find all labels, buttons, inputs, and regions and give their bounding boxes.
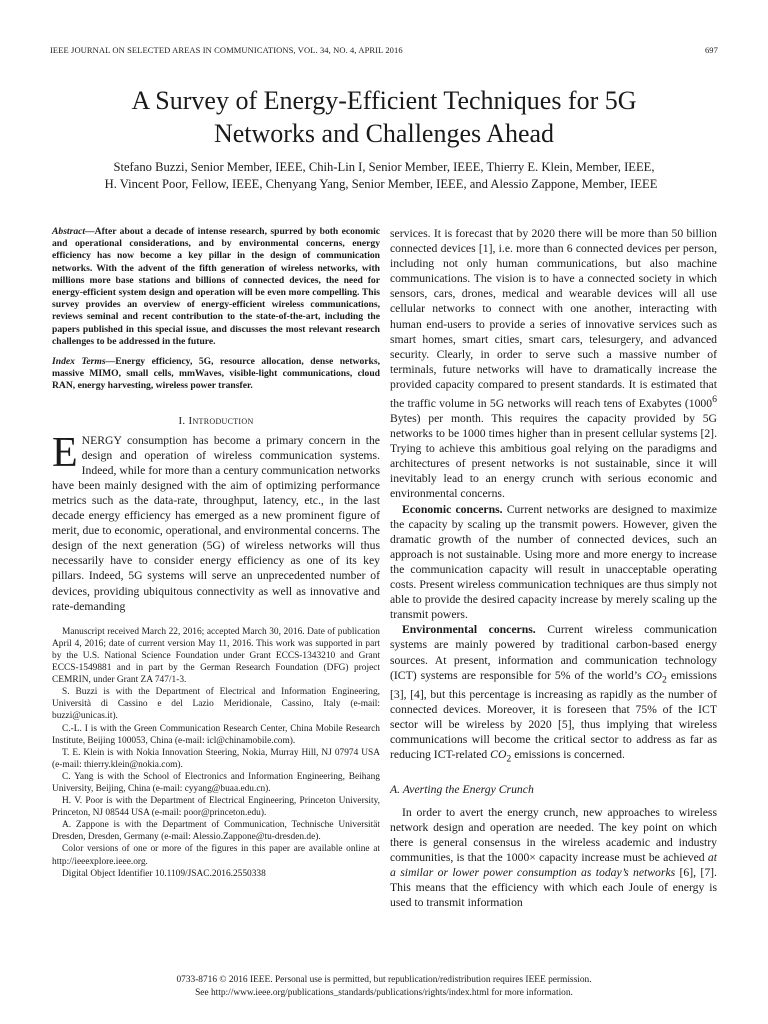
footnote: T. E. Klein is with Nokia Innovation Steering, Nokia, Murray Hill, NJ 07974 USA (e-mail: thierry.klein@nokia.com). (52, 747, 380, 770)
paragraph-economic (390, 502, 717, 623)
footnote: S. Buzzi is with the Department of Electrical and Information Engineering, Università di Cassino e del Lazio Meridionale, Cassino, Italy (e-mail: buzzi@unicas.it). (52, 687, 380, 722)
co2-symbol: CO (490, 748, 507, 762)
footnote: A. Zappone is with the Department of Communication, Technische Universität Dresden, Dresden, Germany (e-mail: Alessio.Zappone@tu-dresden.de). (52, 820, 380, 843)
paragraph-environmental (390, 622, 717, 767)
author-list (40, 159, 728, 193)
footnote: H. V. Poor is with the Department of Electrical Engineering, Princeton University, Princeton, NJ 08544 USA (e-mail: poor@princeton.edu). (52, 796, 380, 819)
environmental-label: Environmental concerns. (402, 623, 536, 637)
intro-text: consumption has become a primary concern in the design and operation of wireless communication systems. Indeed, while for more than a century communication networks have been mainly designed with the aim of optimizing performance metrics such as the data-rate, throughput, latency, etc., in the last decade energy efficiency has emerged as a new prominent figure of merit, due to economic, operational, and environmental concerns. The design of the next generation (5G) of wireless networks will thus necessarily have to consider energy efficiency as one of its key pillars. Indeed, 5G systems will serve an unprecedented number of devices, providing ubiquitous connectivity as well as innovative and rate-demanding (52, 433, 380, 613)
title-line-2: Networks and Challenges Ahead (213, 119, 555, 148)
drop-cap: E (52, 429, 78, 476)
text-run: emissions [3], [4], but this percentage is increasing as rapidly as the number of connected devices. Moreover, it is foreseen that 75% of the ICT sector will be wireless by 2020 [5], thus implying that wireless communications will become the critical sector to address as far as reducing ICT-related (390, 668, 717, 762)
economic-label: Economic concerns. (402, 502, 503, 516)
subscript: 2 (506, 753, 512, 765)
footnote: Digital Object Identifier 10.1109/JSAC.2016.2550338 (62, 868, 266, 879)
subsection-heading: A. Averting the Energy Crunch (390, 782, 534, 796)
index-terms-label: Index Terms— (52, 356, 116, 368)
emphasis: at a similar or lower power consumption as today’s networks (390, 851, 717, 880)
right-body (390, 226, 717, 767)
footnote: C. Yang is with the School of Electronics and Information Engineering, Beihang University, Beijing, China (e-mail: cyyang@buaa.edu.cn). (52, 771, 380, 794)
intro-body (52, 429, 380, 614)
paragraph-services (390, 226, 717, 502)
right-column (390, 226, 717, 910)
text-run: services. It is forecast that by 2020 there will be more than 50 billion connected devices [1], i.e. more than 6 connected devices per person, including not only human communications, but also machine communications. The vision is to have a connected society in which sensors, cars, drones, medical and wearable devices will all use cellular networks to connect with one another, interacting with human end-users to provide a series of innovative services such as smart homes, smart cities, smart cars, telesurgery, and advanced security. Clearly, in order to serve such a massive number of terminals, future networks will have to dramatically increase the provided capacity compared to present standards. It is estimated that the traffic volume in 5G networks will reach tens of Exabytes (1000 (390, 227, 717, 410)
text-run: emissions is concerned. (511, 748, 625, 762)
left-column (52, 226, 380, 880)
text-run: In order to avert the energy crunch, new approaches to wireless network design and operation are needed. The key point on which there is general consensus in the wireless academic and industry communities, is that the 1000× capacity increase must be achieved (390, 805, 717, 865)
page-number: 697 (704, 45, 718, 55)
footnotes (52, 626, 380, 880)
subsection-body (390, 805, 717, 911)
footnote: Color versions of one or more of the figures in this paper are available online at http://ieeexplore.ieee.org. (52, 844, 380, 867)
paper-title (40, 84, 728, 150)
section-title: Introduction (188, 414, 254, 427)
copyright-line-2: See http://www.ieee.org/publications_standards/publications/rights/index.html for more information. (195, 988, 573, 998)
journal-name: IEEE JOURNAL ON SELECTED AREAS IN COMMUNICATIONS, VOL. 34, NO. 4, APRIL 2016 (50, 45, 403, 55)
subscript: 2 (661, 673, 667, 685)
footnote: Manuscript received March 22, 2016; accepted March 30, 2016. Date of publication April 4, 2016; date of current version May 11, 2016. This work was supported in part by the U.S. National Science Foundation under Grant ECCS-1343210 and Grant ECCS-1549881 and in part by the German Research Foundation (DFG) project CEMRIN, under Grant ZA 747/1-3. (52, 626, 380, 686)
text-run: Current wireless communication systems are mainly powered by traditional carbon-based energy sources. At present, information and communication technology (ICT) systems are responsible for 5% of the world’s (390, 623, 717, 682)
economic-text: Current networks are designed to maximize the capacity by scaling up the transmit powers. However, given the dramatic growth of the number of connected devices, such an approach is not sustainable. Using more and more energy to increase the communication capacity will result in unacceptable operating costs. Present wireless communication techniques are thus simply not able to provide the desired capacity increase by merely scaling up the transmit powers. (390, 502, 717, 622)
section-heading-introduction (52, 415, 380, 427)
co2-symbol: CO (645, 668, 662, 682)
abstract-text: After about a decade of intense research, spurred by both economic and operational considerations, and by environmental concerns, energy efficiency has now become a key pillar in the design of communication networks. With the advent of the fifth generation of wireless networks, with millions more base stations and billions of connected devices, the need for energy-efficient system design and operation will be even more compelling. This survey provides an overview of energy-efficient wireless communications, reviews seminal and recent contribution to the state-of-the-art, including the papers published in this special issue, and discusses the most relevant research challenges to be addressed in the future. (52, 226, 380, 347)
authors-line-2: H. Vincent Poor, Fellow, IEEE, Chenyang Yang, Senior Member, IEEE, and Alessio Zappone, Member, IEEE (104, 177, 658, 191)
abstract (52, 226, 380, 348)
paragraph-energy-crunch (390, 805, 717, 911)
title-line-1: A Survey of Energy-Efficient Techniques for 5G (131, 86, 637, 115)
intro-paragraph (52, 429, 380, 614)
superscript: 6 (712, 394, 717, 406)
running-header (50, 45, 718, 59)
authors-line-1: Stefano Buzzi, Senior Member, IEEE, Chih-Lin I, Senior Member, IEEE, Thierry E. Klein, Member, IEEE, (113, 160, 655, 174)
abstract-label: Abstract— (52, 226, 95, 237)
footnote: C.-L. I is with the Green Communication Research Center, China Mobile Research Institute, Beijing 100053, China (e-mail: icl@chinamobile.com). (52, 723, 380, 746)
index-terms (52, 356, 380, 393)
text-run: Bytes) per month. This requires the capacity provided by 5G networks to be 1000 times higher than in present cellular systems [2]. Trying to achieve this ambitious goal relying on the paradigms and architectures of present networks is not sustainable, since it will inevitably lead to an energy crunch with serious economic and environmental concerns. (390, 412, 717, 501)
copyright-notice (0, 974, 768, 1000)
intro-lead: NERGY (81, 433, 122, 447)
section-number: I. (178, 414, 189, 427)
copyright-line-1: 0733-8716 © 2016 IEEE. Personal use is permitted, but republication/redistribution requires IEEE permission. (176, 975, 592, 985)
text-run: [6], [7]. This means that the efficiency with which each Joule of energy is used to transmit information (390, 866, 717, 910)
index-terms-text: Energy efficiency, 5G, resource allocation, dense networks, massive MIMO, small cells, mmWaves, visible-light communications, cloud RAN, energy harvesting, wireless power transfer. (52, 356, 380, 392)
